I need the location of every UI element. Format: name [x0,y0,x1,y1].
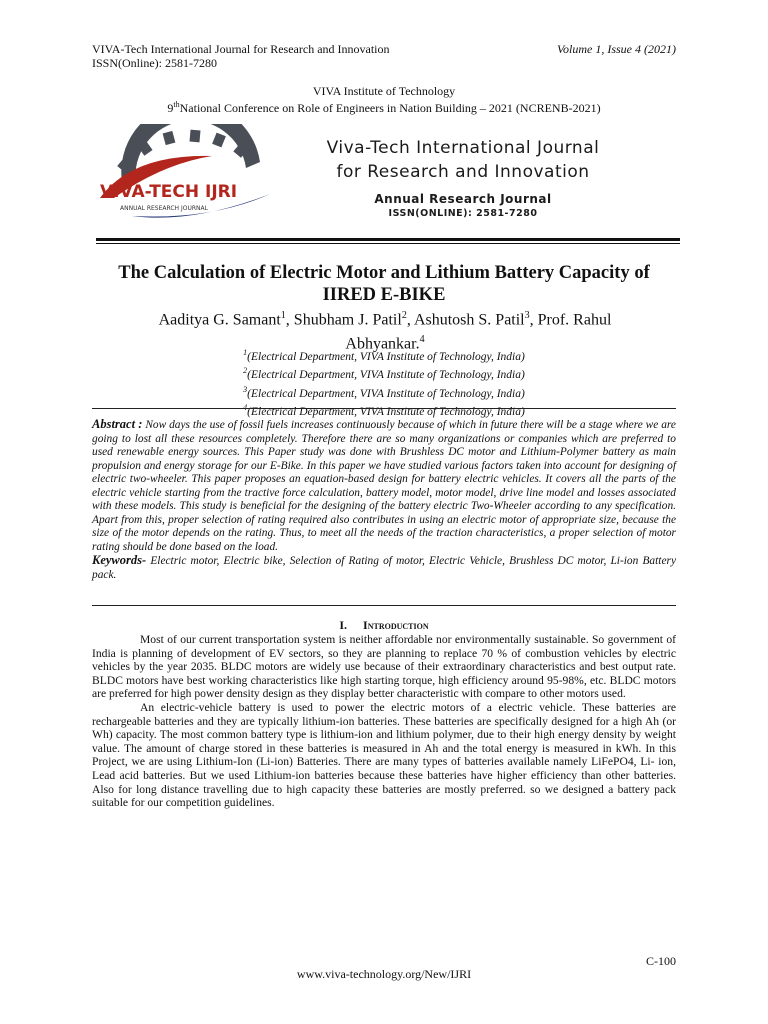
conference-name: National Conference on Role of Engineers in Nation Building – 2021 (NCRENB-2021) [179,101,601,115]
affiliation-mark: 2 [243,366,248,376]
author-separator: , [285,311,294,329]
page-number: C-100 [646,954,676,968]
author-separator: , [406,311,414,329]
abstract-paragraph [92,418,676,554]
author-affil-mark: 2 [401,310,407,321]
affiliation-mark: 1 [243,348,248,357]
header-journal-name: VIVA-Tech International Journal for Research and Innovation [92,42,390,56]
running-header [92,42,390,70]
header-volume: Volume 1, Issue 4 (2021) [557,42,676,56]
author-separator: , [529,311,538,329]
affiliation-text: (Electrical Department, VIVA Institute of Technology, India) [247,405,525,418]
journal-logo [92,124,282,228]
body-paragraph: An electric-vehicle battery is used to power the electric motors of a electric vehicle. These batteries are rechargeable batteries and they are typically lithium-ion batteries. These batteries are specifically designed for a high Ah (or Wh) capacity. The most common battery type is lithium-ion and lithium polymer, due to their high energy density by weight value. The amount of charge stored in these batteries is measured in Ah and the total energy is measured in kWh. In this Project, we are using Lithium-Ion (Li-ion) Batteries. There are many types of batteries available namely LiFePO4, Li- ion, Lead acid batteries. But we used Lithium-ion batteries because these batteries have higher efficiency than other batteries. Also for long distance travelling due to high capacity these batteries are mostly preferred. so we designed a battery pack suitable for our competition guidelines. [92,700,676,810]
keywords-line [92,554,676,582]
gear-logo-icon [92,124,282,228]
abstract-block [92,418,676,582]
author-affil-mark: 1 [280,310,286,321]
paper-title: The Calculation of Electric Motor and Lithium Battery Capacity of IIRED E-BIKE [118,263,650,305]
conference-line [0,98,768,115]
footer-url[interactable]: www.viva-technology.org/New/IJRI [296,967,472,981]
author-name: Prof. Rahul Abhyankar. [345,311,612,353]
affiliation-line [0,364,768,382]
author-affil-mark: 4 [419,334,425,346]
affiliation-mark: 4 [243,402,248,412]
body-paragraph: Most of our current transportation system is neither affordable nor environmentally sustainable. So government of India is planning of development of EV sectors, so they are planning to replace 70 % of combustion vehicles by electric vehicles by the year 2035. BLDC motors are widely use because of their extraordinary characteristics and best output rate. BLDC motors have best working characteristics like high starting torque, high efficiency around 95-98%, etc. BLDC motors are preferred for high power density design as they display better characteristic with compare to other motors used. [92,633,676,701]
section-heading [0,618,768,633]
journal-title-line-2: for Research and Innovation [336,162,590,182]
logo-brand-text: VIVA-TECH IJRI [100,182,238,202]
masthead-rule-thick [96,238,680,241]
masthead-rule-thin [96,243,680,244]
affiliation-line [0,383,768,401]
author-name: Shubham J. Patil [293,311,402,329]
institute-block [0,84,768,115]
journal-subtitle: Annual Research Journal [374,192,552,206]
affiliation-text: (Electrical Department, VIVA Institute of Technology, India) [247,350,525,363]
logo-tagline-text: ANNUAL RESEARCH JOURNAL [120,205,208,212]
affiliation-text: (Electrical Department, VIVA Institute of Technology, India) [247,387,525,400]
section-number: I. [339,618,348,632]
affiliation-text: (Electrical Department, VIVA Institute of Technology, India) [247,369,525,382]
section-title: Introduction [363,618,429,632]
author-name: Ashutosh S. Patil [413,311,525,329]
institute-name: VIVA Institute of Technology [312,84,456,98]
author-affil-mark: 3 [524,310,530,321]
keywords-text: Electric motor, Electric bike, Selection of Rating of motor, Electric Vehicle, Brushless DC motor, Li-ion Battery pack. [92,555,676,581]
keywords-label: Keywords- [92,553,147,567]
header-issn: ISSN(Online): 2581-7280 [92,56,217,70]
abstract-label: Abstract : [92,417,143,431]
affiliation-mark: 3 [243,384,248,394]
journal-issn: ISSN(ONLINE): 2581-7280 [388,208,538,219]
abstract-text: Now days the use of fossil fuels increases continuously because of which in future there will be a stage where we are going to lost all these resources completely. Therefore there are so many organizations or companies which are preferred to used renewable energy sources. This Paper study was done with Brushless DC motor and Lithium-Polymer battery as main propulsion and energy storage for our E-Bike. In this paper we have studied various factors taken into account for designing of electric two-wheeler. This paper proposes an equation-based design for battery electric vehicles. It covers all the parts of the electric vehicle starting from the tractive force calculation, battery model, motor model, drive line model and losses associated with these models. This study is beneficial for the designing of the battery electric Two-Wheeler according to any specification. Apart from this, proper selection of rating required also contributes in using an electric motor of appropriate size, because the size of the motor depends on the rating. Thus, to meet all the needs of the traction characteristics, a proper selection of motor rating should be done based on the load. [92,419,676,553]
author-name: Aaditya G. Samant [158,311,281,329]
conference-ordinal: 9 [167,101,174,115]
section-body [92,633,676,810]
conference-ordinal-suffix: th [173,100,180,109]
affiliation-line [0,346,768,364]
journal-title-line-1: Viva-Tech International Journal [326,138,600,158]
